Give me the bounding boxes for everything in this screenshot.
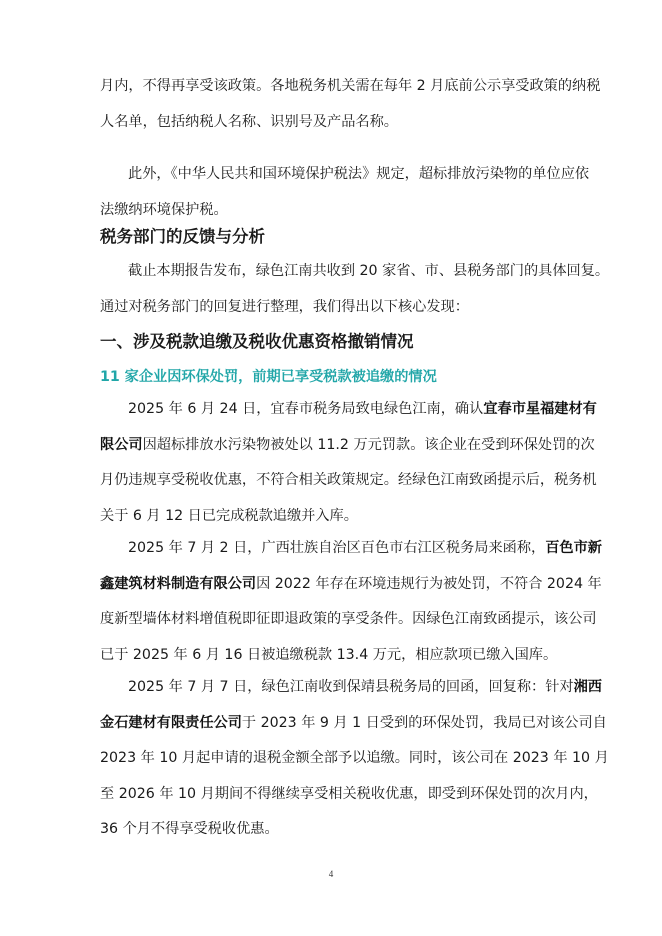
company-name-yichun: 宜春市星福建材有 [483,401,597,417]
paragraph-yichun-case: 2025 年 6 月 24 日，宜春市税务局致电绿色江南，确认宜春市星福建材有 限公司因超标排放水污染物被处以 11.2 万元罚款。该企业在受到环保处罚的次 月仍违规享受税收优惠，不符合相关政策规定。经绿色江南致函提示后，税务机 关于 6 月 12 日已完成税款追缴并入库。 [100,401,597,524]
subsection-heading-11-companies: 11 家企业因环保处罚，前期已享受税款被追缴的情况 [100,369,437,385]
section-heading-feedback: 税务部门的反馈与分析 [100,227,265,246]
paragraph-policy-end: 月内，不得再享受该政策。各地税务机关需在每年 2 月底前公示享受政策的纳税 人名单，包括纳税人名称、识别号及产品名称。 [100,78,601,130]
company-name-xiangxi: 湘西 [573,679,602,695]
paragraph-xiangxi-case: 2025 年 7 月 7 日，绿色江南收到保靖县税务局的回函，回复称：针对湘西 金石建材有限责任公司于 2023 年 9 月 1 日受到的环保处罚，我局已对该公司自 2023 年 10 月起申请的退税金额全部予以追缴。同时，该公司在 2023 年 10 月 至 2026 年 10 月期间不得继续享受相关税收优惠，即受到环保处罚的次月内， 36 个月不得享受税收优惠。 [100,679,609,837]
company-name-baise: 百色市新 [545,540,602,556]
section-heading-recovery: 一、涉及税款追缴及税收优惠资格撤销情况 [100,332,414,351]
paragraph-baise-case: 2025 年 7 月 2 日，广西壮族自治区百色市右江区税务局来函称，百色市新 鑫建筑材料制造有限公司因 2022 年存在环境违规行为被处罚，不符合 2024 年 度新型墙体材料增值税即征即退政策的享受条件。因绿色江南致函提示，该公司 已于 2025 年 6 月 16 日被追缴税款 13.4 万元，相应款项已缴入国库。 [100,540,602,663]
paragraph-replies-summary: 截止本期报告发布，绿色江南共收到 20 家省、市、县税务部门的具体回复。 通过对税务部门的回复进行整理，我们得出以下核心发现： [100,263,610,315]
paragraph-env-tax-law: 此外，《中华人民共和国环境保护税法》规定，超标排放污染物的单位应依 法缴纳环境保护税。 [100,166,590,218]
page-number: 4 [328,869,334,879]
